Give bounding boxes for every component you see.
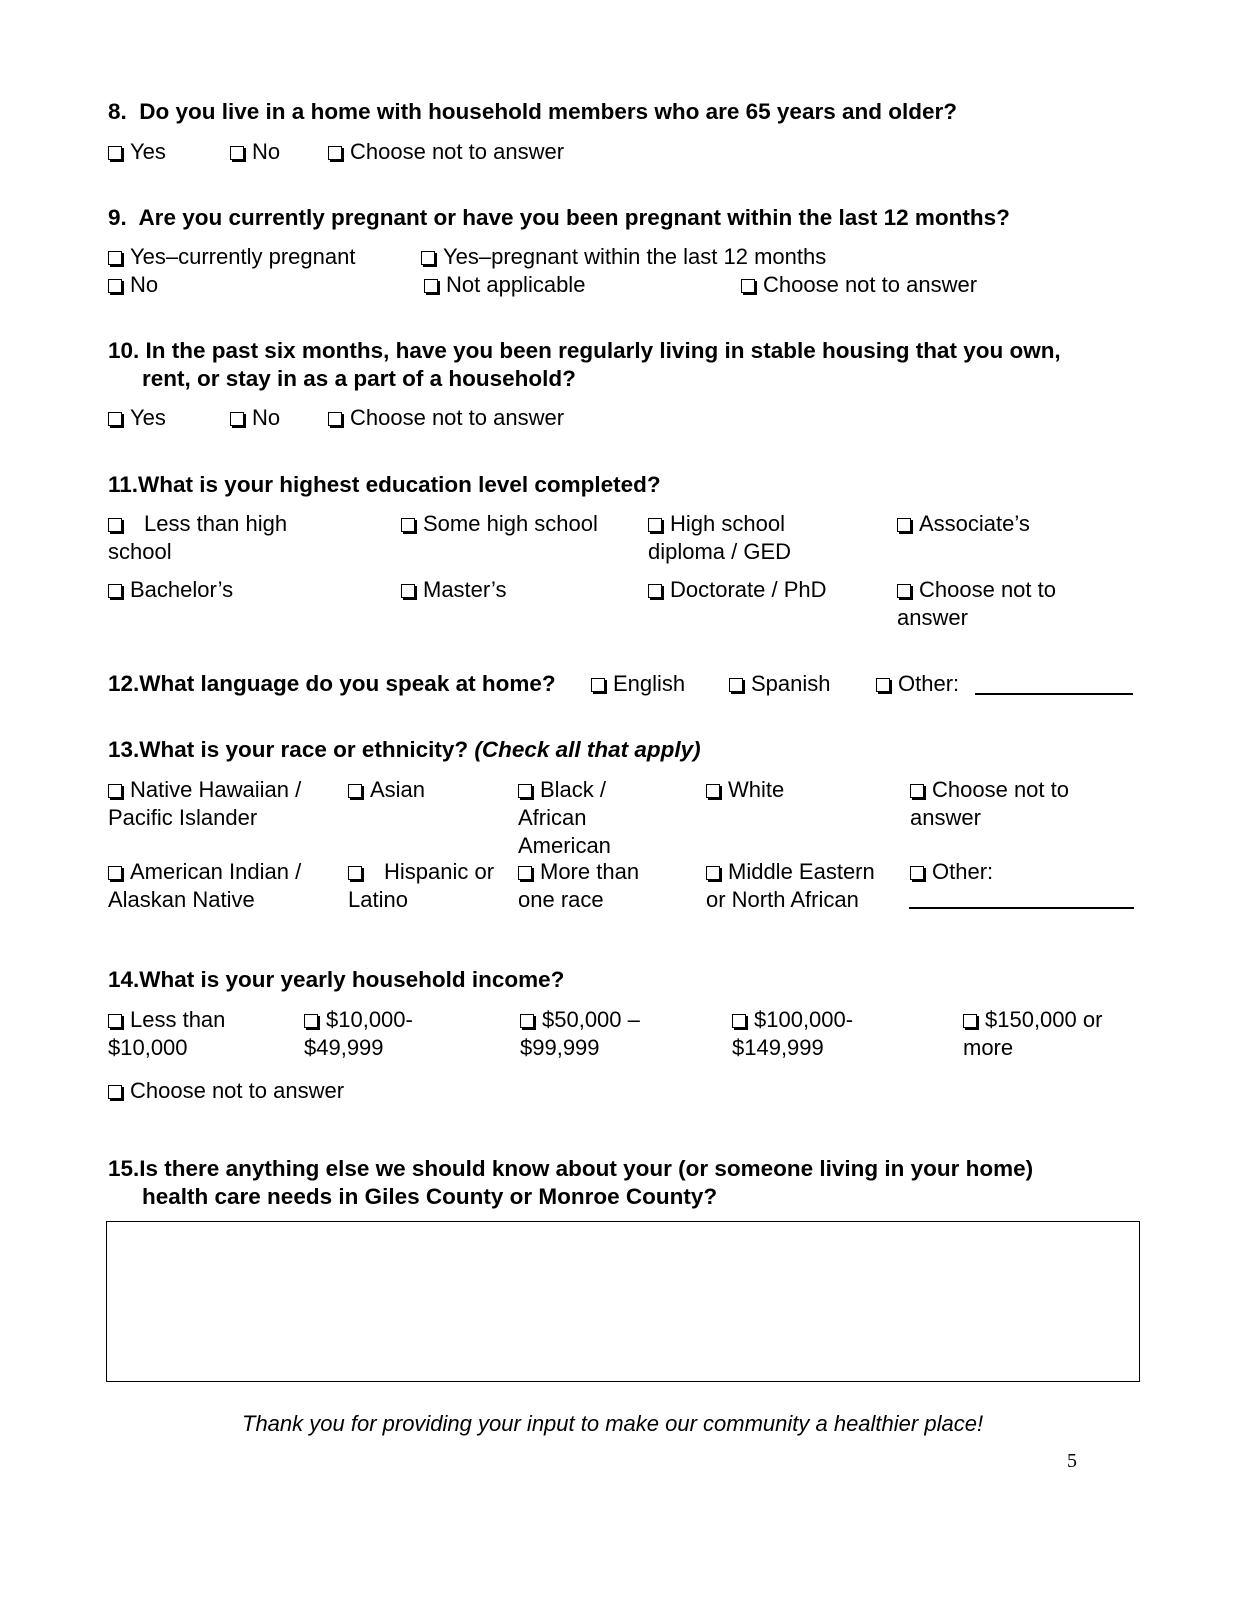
option-label: Bachelor’s — [130, 577, 234, 602]
question-text: Is there anything else we should know about your (or someone living in your home) — [139, 1156, 1034, 1181]
checkbox-icon[interactable] — [401, 518, 415, 532]
option-label: Middle Eastern or North African — [706, 859, 875, 912]
option-label: Some high school — [423, 511, 598, 536]
option-label: Choose not to answer — [763, 272, 978, 297]
checkbox-icon[interactable] — [897, 518, 911, 532]
option-label: Not applicable — [446, 272, 586, 297]
thank-you-message: Thank you for providing your input to make our community a healthier place! — [242, 1411, 984, 1436]
checkbox-icon[interactable] — [230, 412, 244, 426]
checkbox-icon[interactable] — [108, 279, 122, 293]
q13-option-hispanic[interactable] — [348, 858, 498, 914]
q13-option-more-than-one[interactable] — [518, 858, 668, 914]
q13-option-native-hawaiian[interactable] — [108, 776, 333, 832]
checkbox-icon[interactable] — [328, 146, 342, 160]
question-15 — [108, 1156, 1033, 1182]
checkbox-icon[interactable] — [108, 784, 122, 798]
checkbox-icon[interactable] — [520, 1014, 534, 1028]
question-text: In the past six months, have you been regularly living in stable housing that you own, — [145, 338, 1061, 363]
q11-option-associates[interactable] — [897, 510, 1030, 538]
question-15-line2: health care needs in Giles County or Monroe County? — [142, 1184, 718, 1209]
option-label: Yes — [130, 405, 166, 430]
q11-option-bachelors[interactable] — [108, 576, 233, 604]
option-label: Other: — [898, 671, 960, 696]
q12-option-english[interactable] — [591, 670, 685, 698]
q11-option-decline[interactable] — [897, 576, 1112, 632]
q13-option-other[interactable] — [910, 858, 993, 886]
option-label: Spanish — [751, 671, 831, 696]
q14-option-150000-or-more[interactable] — [963, 1006, 1133, 1062]
checkbox-icon[interactable] — [108, 412, 122, 426]
q10-option-no[interactable] — [230, 404, 280, 432]
question-number: 9. — [108, 205, 127, 230]
q13-other-write-in-line[interactable] — [909, 907, 1134, 909]
q9-option-pregnant-last-12-months[interactable] — [421, 243, 826, 271]
question-number: 8. — [108, 99, 127, 124]
question-text: What is your highest education level completed? — [138, 472, 661, 497]
question-8 — [108, 99, 957, 125]
question-text: What language do you speak at home? — [139, 671, 556, 696]
question-note: (Check all that apply) — [474, 737, 701, 762]
question-10 — [108, 338, 1061, 364]
q11-option-masters[interactable] — [401, 576, 507, 604]
q9-option-no[interactable] — [108, 271, 158, 299]
option-label: $150,000 or more — [963, 1007, 1103, 1060]
question-12 — [108, 671, 556, 697]
q14-option-100000-149999[interactable] — [732, 1006, 892, 1062]
q13-option-white[interactable] — [706, 776, 784, 804]
question-14 — [108, 967, 564, 993]
option-label: More than one race — [518, 859, 640, 912]
option-label: Less than high school — [108, 511, 288, 564]
q13-option-black[interactable] — [518, 776, 638, 860]
q14-option-less-than-10000[interactable] — [108, 1006, 258, 1062]
checkbox-icon[interactable] — [591, 678, 605, 692]
checkbox-icon[interactable] — [421, 251, 435, 265]
q13-option-asian[interactable] — [348, 776, 425, 804]
checkbox-icon[interactable] — [648, 584, 662, 598]
checkbox-icon[interactable] — [424, 279, 438, 293]
option-label: High school diploma / GED — [648, 511, 792, 564]
checkbox-icon[interactable] — [348, 866, 362, 880]
checkbox-icon[interactable] — [741, 279, 755, 293]
checkbox-icon[interactable] — [328, 412, 342, 426]
option-label: $50,000 – $99,999 — [520, 1007, 640, 1060]
checkbox-icon[interactable] — [518, 866, 532, 880]
option-label: $100,000- $149,999 — [732, 1007, 854, 1060]
question-text: What is your yearly household income? — [139, 967, 565, 992]
checkbox-icon[interactable] — [963, 1014, 977, 1028]
option-label: No — [252, 139, 281, 164]
option-label: No — [130, 272, 159, 297]
checkbox-icon[interactable] — [108, 1085, 122, 1099]
option-label: Asian — [370, 777, 426, 802]
checkbox-icon[interactable] — [897, 584, 911, 598]
checkbox-icon[interactable] — [910, 784, 924, 798]
checkbox-icon[interactable] — [732, 1014, 746, 1028]
q11-option-some-high-school[interactable] — [401, 510, 598, 538]
option-label: Other: — [932, 859, 994, 884]
checkbox-icon[interactable] — [518, 784, 532, 798]
checkbox-icon[interactable] — [108, 866, 122, 880]
question-text: Do you live in a home with household members who are 65 years and older? — [139, 99, 957, 124]
q14-option-50000-99999[interactable] — [520, 1006, 680, 1062]
checkbox-icon[interactable] — [706, 784, 720, 798]
q12-other-write-in-line[interactable] — [975, 693, 1133, 695]
question-number: 13. — [108, 737, 140, 762]
checkbox-icon[interactable] — [304, 1014, 318, 1028]
option-label: Yes — [130, 139, 166, 164]
q13-option-american-indian[interactable] — [108, 858, 333, 914]
option-label: Choose not to answer — [897, 577, 1056, 630]
q9-option-currently-pregnant[interactable] — [108, 243, 355, 271]
q14-option-decline[interactable] — [108, 1077, 344, 1105]
option-label: English — [613, 671, 686, 696]
question-number: 14. — [108, 967, 140, 992]
q8-option-no[interactable] — [230, 138, 280, 166]
question-10-line2: rent, or stay in as a part of a household? — [142, 366, 576, 391]
q14-option-10000-49999[interactable] — [304, 1006, 454, 1062]
question-number: 10. — [108, 338, 140, 363]
checkbox-icon[interactable] — [108, 251, 122, 265]
question-11 — [108, 472, 661, 498]
option-label: Native Hawaiian / Pacific Islander — [108, 777, 302, 830]
q11-option-high-school-diploma[interactable] — [648, 510, 838, 566]
option-label: American Indian / Alaskan Native — [108, 859, 302, 912]
q13-option-decline[interactable] — [910, 776, 1130, 832]
option-label: Choose not to answer — [910, 777, 1069, 830]
checkbox-icon[interactable] — [401, 584, 415, 598]
question-number: 11. — [108, 472, 139, 497]
checkbox-icon[interactable] — [648, 518, 662, 532]
q9-option-decline[interactable] — [741, 271, 977, 299]
checkbox-icon[interactable] — [108, 146, 122, 160]
option-label: Hispanic or Latino — [348, 859, 495, 912]
checkbox-icon[interactable] — [729, 678, 743, 692]
checkbox-icon[interactable] — [108, 1014, 122, 1028]
question-text: Are you currently pregnant or have you been pregnant within the last 12 months? — [138, 205, 1010, 230]
option-label: Master’s — [423, 577, 507, 602]
q8-option-decline[interactable] — [328, 138, 564, 166]
checkbox-icon[interactable] — [108, 584, 122, 598]
question-number: 12. — [108, 671, 140, 696]
q15-response-box[interactable] — [106, 1221, 1140, 1382]
q10-option-yes[interactable] — [108, 404, 166, 432]
checkbox-icon[interactable] — [108, 518, 122, 532]
q13-option-mena[interactable] — [706, 858, 891, 914]
checkbox-icon[interactable] — [706, 866, 720, 880]
option-label: Choose not to answer — [130, 1078, 345, 1103]
option-label: White — [728, 777, 785, 802]
option-label: Associate’s — [919, 511, 1030, 536]
page-number: 5 — [1067, 1450, 1077, 1472]
question-13 — [108, 737, 701, 763]
checkbox-icon[interactable] — [348, 784, 362, 798]
question-number: 15. — [108, 1156, 140, 1181]
option-label: Yes–pregnant within the last 12 months — [443, 244, 827, 269]
option-label: Less than $10,000 — [108, 1007, 226, 1060]
option-label: Choose not to answer — [350, 139, 565, 164]
option-label: Doctorate / PhD — [670, 577, 827, 602]
option-label: Black / African American — [518, 777, 611, 858]
question-9 — [108, 205, 1010, 231]
q12-option-spanish[interactable] — [729, 670, 831, 698]
question-text: What is your race or ethnicity? — [139, 737, 469, 762]
checkbox-icon[interactable] — [230, 146, 244, 160]
checkbox-icon[interactable] — [876, 678, 890, 692]
q11-option-less-than-high-school[interactable] — [108, 510, 343, 566]
option-label: Choose not to answer — [350, 405, 565, 430]
option-label: No — [252, 405, 281, 430]
q11-option-doctorate[interactable] — [648, 576, 827, 604]
q12-option-other[interactable] — [876, 670, 959, 698]
option-label: Yes–currently pregnant — [130, 244, 356, 269]
option-label: $10,000- $49,999 — [304, 1007, 413, 1060]
q10-option-decline[interactable] — [328, 404, 564, 432]
q9-option-not-applicable[interactable] — [424, 271, 585, 299]
checkbox-icon[interactable] — [910, 866, 924, 880]
q8-option-yes[interactable] — [108, 138, 166, 166]
